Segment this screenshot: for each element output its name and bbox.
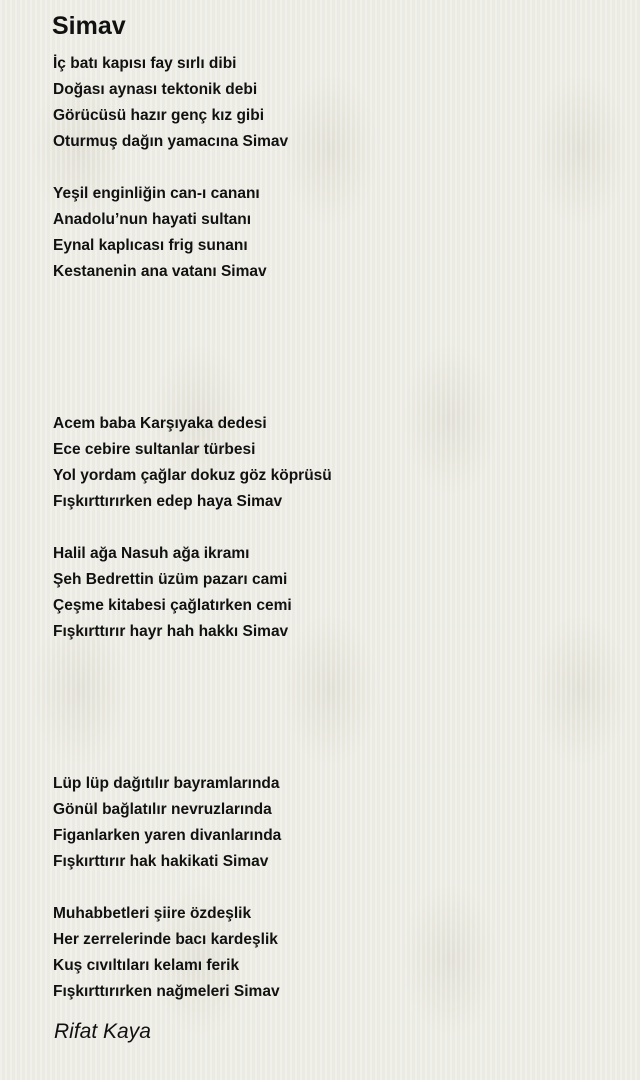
stanza-6 (53, 901, 280, 1005)
stanza-3 (53, 411, 332, 515)
poem-line: Oturmuş dağın yamacına Simav (53, 133, 289, 150)
poem-line: Muhabbetleri şiire özdeşlik (53, 905, 252, 922)
poem-author: Rifat Kaya (54, 1020, 151, 1043)
poem-line: Fışkırttırırken edep haya Simav (53, 493, 283, 510)
stanza-1 (53, 51, 288, 155)
poem-line: Gönül bağlatılır nevruzlarında (53, 801, 272, 818)
stanza-4 (53, 541, 292, 645)
poem-line: Halil ağa Nasuh ağa ikramı (53, 545, 250, 562)
poem-line: Her zerrelerinde bacı kardeşlik (53, 931, 278, 948)
poem-line: Eynal kaplıcası frig sunanı (53, 237, 248, 254)
poem-line: İç batı kapısı fay sırlı dibi (53, 55, 237, 72)
poem-line: Çeşme kitabesi çağlatırken cemi (53, 597, 292, 614)
poem-line: Acem baba Karşıyaka dedesi (53, 415, 267, 432)
poem-line: Yol yordam çağlar dokuz göz köprüsü (53, 467, 332, 484)
poem-line: Şeh Bedrettin üzüm pazarı cami (53, 571, 288, 588)
poem-line: Fışkırttırır hayr hah hakkı Simav (53, 623, 289, 640)
stanza-2 (53, 181, 267, 285)
poem-line: Kuş cıvıltıları kelamı ferik (53, 957, 240, 974)
poem-title: Simav (52, 12, 126, 40)
poem-line: Doğası aynası tektonik debi (53, 81, 258, 98)
poem-line: Görücüsü hazır genç kız gibi (53, 107, 265, 124)
poem-line: Anadolu’nun hayati sultanı (53, 211, 252, 228)
poem-line: Fışkırttırır hak hakikati Simav (53, 853, 269, 870)
poem-line: Lüp lüp dağıtılır bayramlarında (53, 775, 280, 792)
poem-line: Fışkırttırırken nağmeleri Simav (53, 983, 280, 1000)
poem-line: Ece cebire sultanlar türbesi (53, 441, 256, 458)
poem-line: Yeşil enginliğin can-ı cananı (53, 185, 260, 202)
poem-line: Kestanenin ana vatanı Simav (53, 263, 267, 280)
stanza-5 (53, 771, 281, 875)
poem-line: Figanlarken yaren divanlarında (53, 827, 282, 844)
